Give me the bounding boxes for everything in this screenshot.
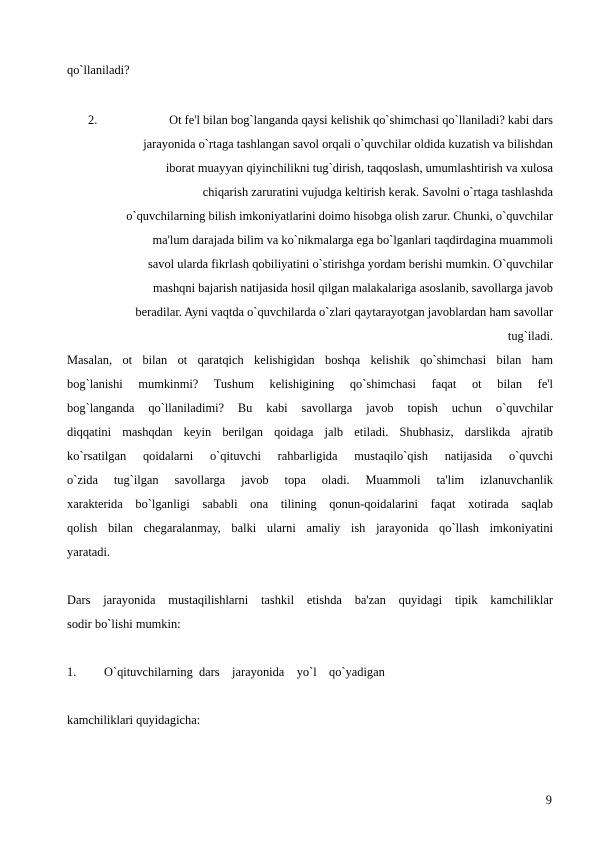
paragraph-1-line-2: bog`lanishi mumkinmi? Tushum kelishigining qo`shimchasi faqat ot bilan fe'l [67, 377, 553, 391]
item-2-number: 2. [88, 113, 98, 127]
paragraph-2-line-2: sodir bo`lishi mumkin: [67, 617, 181, 631]
paragraph-2-line-1: Dars jarayonida mustaqilishlarni tashkil etishda ba'zan quyidagi tipik kamchiliklar [67, 593, 553, 607]
paragraph-1-line-3: bog`langanda qo`llaniladimi? Bu kabi savollarga javob topish uchun o`quvchilar [67, 401, 553, 415]
paragraph-1-last-line: yaratadi. [67, 545, 110, 559]
paragraph-1-line-1: Masalan, ot bilan ot qaratqich kelishigidan boshqa kelishik qo`shimchasi bilan ham [67, 353, 553, 367]
item-2-line-1: Ot fe'l bilan bog`langanda qaysi kelishik qo`shimchasi qo`llaniladi? kabi dars [169, 113, 553, 127]
paragraph-1-line-6: o`zida tug`ilgan savollarga javob topa oladi. Muammoli ta'lim izlanuvchanlik [67, 473, 553, 487]
item-1-text: O`qituvchilarning dars jarayonida yo`l qo`yadigan [104, 665, 385, 679]
top-line: qo`llaniladi? [67, 63, 130, 77]
item-1-number: 1. [67, 665, 77, 679]
item-2-line-7: savol ularda fikrlash qobiliyatini o`stirishga yordam berishi mumkin. O`quvchilar [147, 257, 553, 271]
paragraph-1-line-7: xarakterida bo`lganligi sababli ona tilining qonun-qoidalarini faqat xotirada saqlab [67, 497, 553, 511]
paragraph-1-line-4: diqqatini mashqdan keyin berilgan qoidaga jalb etiladi. Shubhasiz, darslikda ajratib [67, 425, 553, 439]
item-2-line-8: mashqni bajarish natijasida hosil qilgan malakalariga asoslanib, savollarga javob [153, 281, 553, 295]
item-2-line-10: tug`iladi. [507, 329, 553, 343]
item-2-line-3: iborat muayyan qiyinchilikni tug`dirish, taqqoslash, umumlashtirish va xulosa [165, 161, 553, 175]
paragraph-1-line-5: ko`rsatilgan qoidalarni o`qituvchi rahbarligida mustaqilo`qish natijasida o`quvchi [67, 449, 553, 463]
item-2-line-2: jarayonida o`rtaga tashlangan savol orqali o`quvchilar oldida kuzatish va bilishdan [143, 137, 553, 151]
item-2-line-9: beradilar. Ayni vaqtda o`quvchilarda o`zlari qaytarayotgan javoblardan ham savollar [135, 305, 553, 319]
item-2-line-4: chiqarish zaruratini vujudga keltirish kerak. Savolni o`rtaga tashlashda [202, 185, 553, 199]
item-1-continuation: kamchiliklari quyidagicha: [67, 713, 201, 727]
paragraph-1-line-8: qolish bilan chegaralanmay, balki ularni amaliy ish jarayonida qo`llash imkoniyatini [67, 521, 553, 535]
item-2-line-6: ma'lum darajada bilim va ko`nikmalarga ega bo`lganlari taqdirdagina muammoli [152, 233, 553, 247]
page-number: 9 [545, 793, 552, 807]
item-2-line-5: o`quvchilarning bilish imkoniyatlarini doimo hisobga olish zarur. Chunki, o`quvchilar [126, 209, 553, 223]
